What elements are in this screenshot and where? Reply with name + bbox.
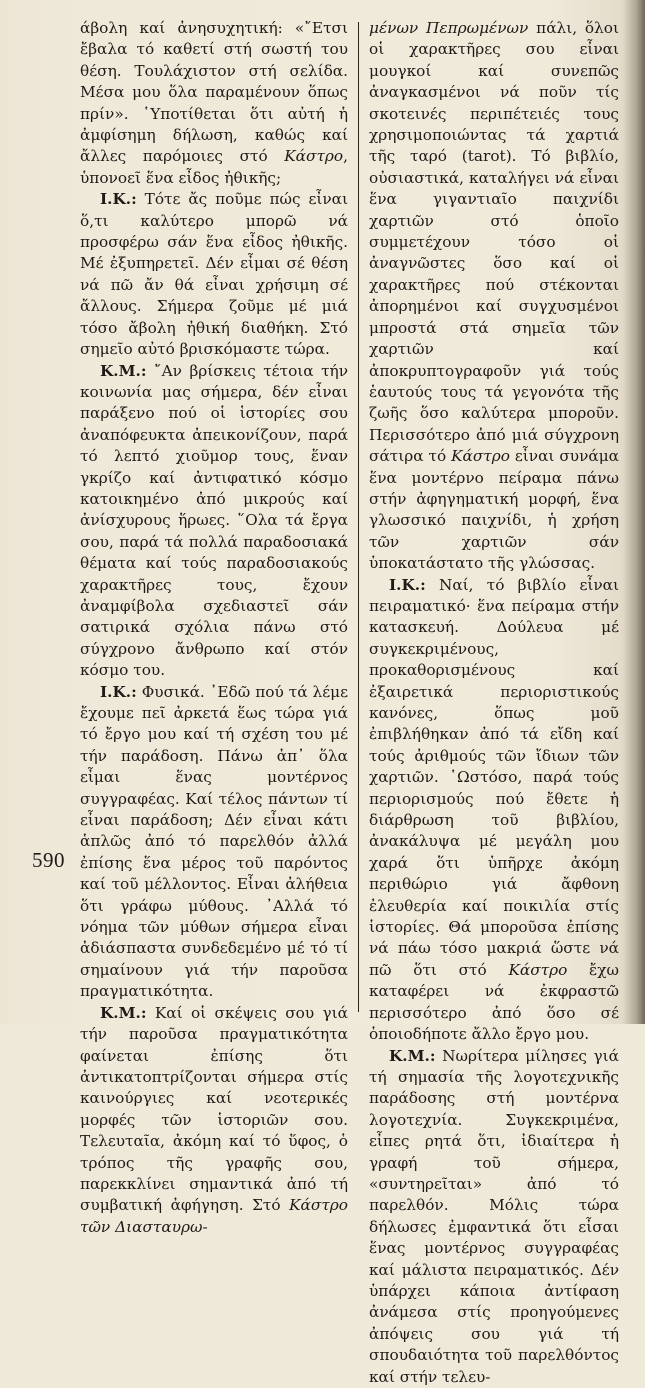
paragraph [369, 18, 619, 575]
italic-title-text: Κάστρο [284, 147, 343, 165]
paragraph [80, 189, 348, 360]
speaker-label: K.M.: [100, 1004, 147, 1022]
paragraph-text: ῎Αν βρίσκεις τέτοια τήν κοινωνία μας σήμερα, δέν εἶναι παράξενο πού οἱ ἱστορίες σου ἀναπόφευκτα ἀπεικονίζουν, παρά τό λεπτό χιοῦμορ τους, ἕναν γκρίζο καί ἀντιφατικό κόσμο κατοικημένο ἀπό μικρούς καί ἀνίσχυρους ἥρωες. ῞Ολα τά ἔργα σου, παρά τά πολλά παραδοσιακά θέματα καί τούς παραδοσιακούς χαρακτῆρες τους, ἔχουν ἀναμφίβολα σχεδιαστεῖ σάν σατιρικά σχόλια πάνω στό σύγχρονο ἄνθρωπο καί στόν κόσμο του. [80, 362, 348, 680]
paragraph [369, 1046, 619, 1388]
paragraph-text: Καί οἱ σκέψεις σου γιά τήν παροῦσα πραγματικότητα φαίνεται ἐπίσης ὅτι ἀντικατοπτρίζονται σήμερα στίς καινούργιες καί νεοτερικές μορφές τῶν ἱστοριῶν σου. Τελευταῖα, ἀκόμη καί τό ὕφος, ὁ τρόπος τῆς γραφῆς σου, παρεκκλίνει σημαντικά ἀπό τή συμβατική ἀφήγηση. Στό [80, 1004, 348, 1215]
paragraph-text: , ὑπονοεῖ ἕνα εἶδος ἠθικῆς; [80, 147, 348, 186]
italic-title-text: Κάστρο [508, 961, 567, 979]
italic-title-text: Κάστρο [451, 447, 510, 465]
paragraph-text: άβολη καί ἀνησυχητική: «῎Ετσι ἔβαλα τό καθετί στή σωστή του θέση. Τουλάχιστον στή σελίδα. Μέσα μου ὅλα παραμένουν ὅπως πρίν». ῾Υποτίθεται ὅτι αὐτή ἡ ἀμφίσημη δήλωση, καθώς καί ἄλλες παρόμοιες στό [80, 19, 348, 165]
paragraph [369, 575, 619, 1046]
paragraph-text: Τότε ἄς ποῦμε πώς εἶναι ὅ,τι καλύτερο μπορῶ νά προσφέρω σάν ἕνα εἶδος ἠθικῆς. Μέ ἐξυπηρετεῖ. Δέν εἶμαι σέ θέση νά πῶ ἄν θά εἶναι χρήσιμη σέ ἄλλους. Σήμερα ζοῦμε μέ μιά τόσο ἄβολη ἠθική διαθήκη. Στό σημεῖο αὐτό βρισκόμαστε τώρα. [80, 190, 348, 358]
speaker-label: I.K.: [100, 683, 137, 701]
paragraph [80, 18, 348, 189]
speaker-label: K.M.: [100, 362, 147, 380]
paragraph-text: Ναί, τό βιβλίο εἶναι πειραματικό· ἕνα πείραμα στήν κατασκευή. Δούλευα μέ συγκεκριμένους, προκαθορισμένους καί ἐξαιρετικά περιοριστικούς κανόνες, ὅπως μοῦ ἐπιβλήθηκαν ἀπό τά εἴδη καί τούς ἀριθμούς τῶν ἴδιων τῶν χαρτιῶν. ῾Ωστόσο, παρά τούς περιορισμούς πού ἔθετε ἡ διάρθρωση τοῦ βιβλίου, ἀνακάλυψα μέ μεγάλη μου χαρά ὅτι ὑπῆρχε ἀκόμη περιθώριο γιά ἄφθονη ἐλευθερία καί ποικιλία στίς ἱστορίες. Θά μποροῦσα ἐπίσης νά πάω τόσο μακριά ὥστε νά πῶ ὅτι στό [369, 576, 619, 979]
paragraph-text: εἶναι συνάμα ἕνα μοντέρνο πείραμα πάνω στήν ἀφηγηματική μορφή, ἕνα γλωσσικό παιχνίδι, ἡ χρήση τῶν χαρτιῶν σάν ὑποκατάστατο τῆς γλώσσας. [369, 447, 619, 572]
paragraph [80, 361, 348, 682]
italic-title-text: Κάστρο τῶν Διασταυρω- [80, 1196, 348, 1235]
speaker-label: I.K.: [100, 190, 137, 208]
left-column [80, 18, 348, 1238]
italic-title-text: μένων Πεπρωμένων [369, 19, 528, 37]
paragraph [80, 682, 348, 1003]
paragraph-text: Νωρίτερα μίλησες γιά τή σημασία τῆς λογοτεχνικῆς παράδοσης στή μοντέρνα λογοτεχνία. Συγκεκριμένα, εἶπες ρητά ὅτι, ἰδιαίτερα ἡ γραφή τοῦ σήμερα, «συντηρεῖται» ἀπό τό παρελθόν. Μόλις τώρα δήλωσες ἐμφαντικά ὅτι εἶσαι ἕνας μοντέρνος συγγραφέας καί μάλιστα πειραματικός. Δέν ὑπάρχει κάποια ἀντίφαση ἀνάμεσα στίς προηγούμενες ἀπόψεις σου γιά τή σπουδαιότητα τοῦ παρελθόντος καί στήν τελευ- [369, 1047, 619, 1386]
paragraph-text: πάλι, ὅλοι οἱ χαρακτῆρες σου εἶναι μουγκοί καί συνεπῶς ἀναγκασμένοι νά ποῦν τίς σκοτεινές περιπέτειές τους χρησιμοποιώντας τά χαρτιά τῆς ταρό (tarot). Τό βιβλίο, οὐσιαστικά, καταλήγει νά εἶναι ἕνα γιγαντιαῖο παιχνίδι χαρτιῶν στό ὁποῖο συμμετέχουν τόσο οἱ ἀναγνῶστες ὅσο καί οἱ χαρακτῆρες πού στέκονται ἀπορημένοι καί συγχυσμένοι μπροστά στά σημεῖα τῶν χαρτιῶν καί ἀποκρυπτογραφοῦν γιά τούς ἑαυτούς τους τά γεγονότα τῆς ζωῆς ὅσο καλύτερα μποροῦν. Περισσότερο ἀπό μιά σύγχρονη σάτιρα τό [369, 19, 619, 465]
page-number: 590 [32, 848, 65, 873]
column-rule [358, 22, 359, 1012]
paragraph-text: ἔχω καταφέρει νά ἐκφραστῶ περισσότερο ἀπό ὅσο σέ ὁποιοδήποτε ἄλλο ἔργο μου. [369, 961, 619, 1043]
right-column [369, 18, 619, 1388]
paragraph-text: Φυσικά. ᾿Εδῶ πού τά λέμε ἔχουμε πεῖ ἀρκετά ἕως τώρα γιά τό ἔργο μου καί τή σχέση του μέ τήν παράδοση. Πάνω ἀπ᾿ ὅλα εἶμαι ἕνας μοντέρνος συγγραφέας. Καί τέλος πάντων τί εἶναι παράδοση; Δέν εἶναι κάτι ἁπλῶς ἀπό τό παρελθόν ἀλλά ἐπίσης ἕνα μέρος τοῦ παρόντος καί τοῦ μέλλοντος. Εἶναι ἀλήθεια ὅτι γράφω μύθους. ᾿Αλλά τό νόημα τῶν μύθων σήμερα εἶναι ἀδιάσπαστα συνδεδεμένο μέ τό τί σημαίνουν γιά τήν παροῦσα πραγματικότητα. [80, 683, 348, 1001]
speaker-label: K.M.: [389, 1047, 436, 1065]
page-spine-shadow [623, 0, 645, 1024]
paragraph [80, 1003, 348, 1238]
speaker-label: I.K.: [389, 576, 426, 594]
